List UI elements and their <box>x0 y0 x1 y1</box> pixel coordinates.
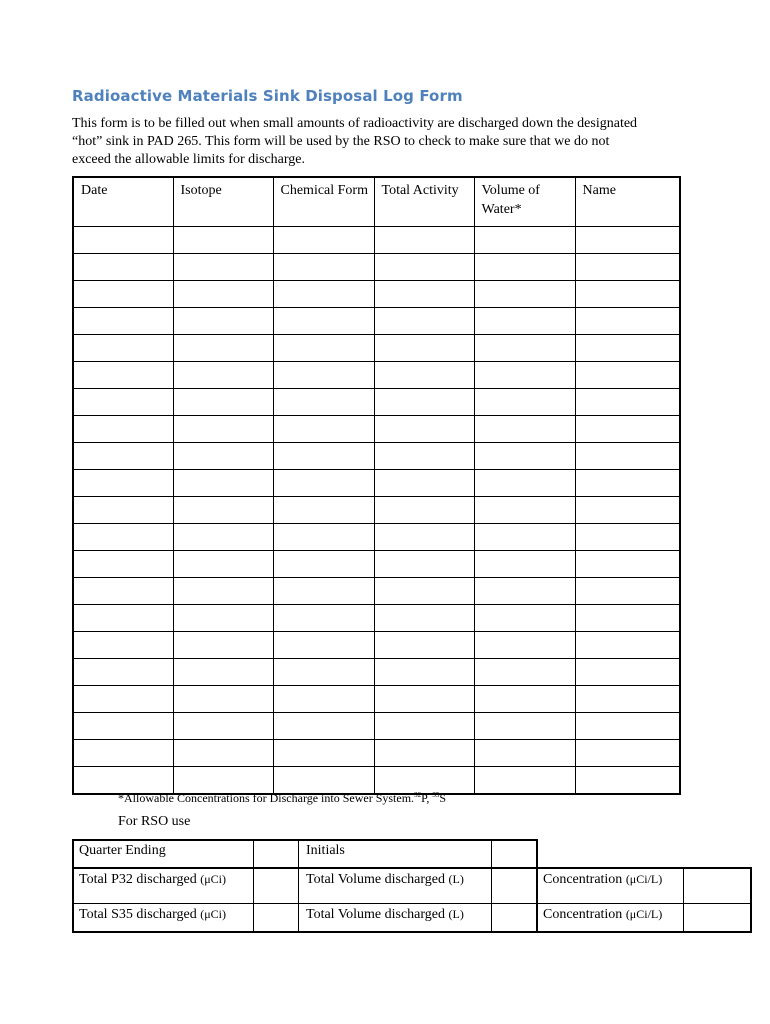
log-cell[interactable] <box>374 605 474 632</box>
volume-label-text: Total Volume discharged <box>306 907 446 922</box>
concentration-label-text: Concentration <box>543 872 623 887</box>
form-title: Radioactive Materials Sink Disposal Log Form <box>72 87 463 105</box>
concentration-label-text: Concentration <box>543 907 623 922</box>
log-cell[interactable] <box>73 227 173 254</box>
log-cell[interactable] <box>374 740 474 767</box>
log-cell[interactable] <box>474 497 575 524</box>
log-cell[interactable] <box>73 254 173 281</box>
log-cell[interactable] <box>173 416 273 443</box>
log-cell[interactable] <box>374 713 474 740</box>
log-cell[interactable] <box>575 686 680 713</box>
rso-line <box>253 839 254 933</box>
log-cell[interactable] <box>474 767 575 795</box>
volume-discharged-label-1 <box>306 872 464 888</box>
log-cell[interactable] <box>575 389 680 416</box>
log-cell[interactable] <box>474 281 575 308</box>
log-cell[interactable] <box>374 470 474 497</box>
log-cell[interactable] <box>173 740 273 767</box>
log-cell[interactable] <box>273 362 374 389</box>
initials-label: Initials <box>306 843 345 858</box>
log-cell[interactable] <box>575 578 680 605</box>
log-cell[interactable] <box>273 308 374 335</box>
rso-line <box>72 839 74 933</box>
log-cell[interactable] <box>575 659 680 686</box>
header-volume-of-water: Volume of Water* <box>474 177 575 227</box>
log-cell[interactable] <box>173 335 273 362</box>
footnote <box>118 791 446 806</box>
rso-line <box>683 867 684 933</box>
log-cell[interactable] <box>374 389 474 416</box>
volume-unit: (L) <box>448 907 464 921</box>
log-row <box>73 578 680 605</box>
log-cell[interactable] <box>575 497 680 524</box>
isotope-2-mass: 35 <box>432 791 440 799</box>
log-cell[interactable] <box>474 416 575 443</box>
intro-line-1: This form is to be filled out when small amounts of radioactivity are discharged down the designated <box>72 116 638 131</box>
volume-label-text: Total Volume discharged <box>306 872 446 887</box>
s35-label-text: Total S35 discharged <box>79 907 197 922</box>
quarter-ending-label: Quarter Ending <box>79 843 166 858</box>
log-cell[interactable] <box>173 254 273 281</box>
log-cell[interactable] <box>73 362 173 389</box>
intro-text <box>72 115 697 169</box>
log-cell[interactable] <box>374 551 474 578</box>
log-cell[interactable] <box>575 524 680 551</box>
log-cell[interactable] <box>73 551 173 578</box>
log-cell[interactable] <box>374 632 474 659</box>
concentration-unit: (μCi/L) <box>625 872 663 886</box>
log-cell[interactable] <box>73 470 173 497</box>
rso-line <box>491 839 492 933</box>
log-cell[interactable] <box>374 416 474 443</box>
log-cell[interactable] <box>374 497 474 524</box>
p32-label-text: Total P32 discharged <box>79 872 197 887</box>
p32-unit: (μCi) <box>200 872 227 886</box>
rso-line <box>750 867 752 933</box>
log-cell[interactable] <box>173 686 273 713</box>
header-total-activity: Total Activity <box>374 177 474 227</box>
rso-line <box>72 903 752 904</box>
rso-line <box>72 839 538 841</box>
log-row <box>73 767 680 795</box>
log-cell[interactable] <box>474 632 575 659</box>
log-cell[interactable] <box>474 308 575 335</box>
log-cell[interactable] <box>575 470 680 497</box>
log-cell[interactable] <box>73 632 173 659</box>
log-cell[interactable] <box>173 470 273 497</box>
log-header-row <box>73 177 680 227</box>
log-cell[interactable] <box>474 578 575 605</box>
log-cell[interactable] <box>273 254 374 281</box>
log-cell[interactable] <box>173 497 273 524</box>
log-row <box>73 605 680 632</box>
log-cell[interactable] <box>374 335 474 362</box>
log-cell[interactable] <box>73 497 173 524</box>
log-row <box>73 416 680 443</box>
log-cell[interactable] <box>73 578 173 605</box>
log-cell[interactable] <box>575 281 680 308</box>
log-cell[interactable] <box>73 443 173 470</box>
log-cell[interactable] <box>474 605 575 632</box>
log-cell[interactable] <box>173 632 273 659</box>
log-cell[interactable] <box>374 308 474 335</box>
log-row <box>73 551 680 578</box>
log-cell[interactable] <box>374 254 474 281</box>
log-cell[interactable] <box>273 686 374 713</box>
log-cell[interactable] <box>173 362 273 389</box>
log-cell[interactable] <box>273 713 374 740</box>
log-cell[interactable] <box>173 659 273 686</box>
log-cell[interactable] <box>73 524 173 551</box>
log-row <box>73 335 680 362</box>
footnote-text: *Allowable Concentrations for Discharge into Sewer System. <box>118 791 415 805</box>
log-cell[interactable] <box>474 740 575 767</box>
log-cell[interactable] <box>474 470 575 497</box>
log-row <box>73 524 680 551</box>
log-cell[interactable] <box>173 524 273 551</box>
log-row <box>73 443 680 470</box>
log-cell[interactable] <box>273 389 374 416</box>
log-cell[interactable] <box>173 281 273 308</box>
log-cell[interactable] <box>474 443 575 470</box>
log-cell[interactable] <box>474 254 575 281</box>
log-cell[interactable] <box>273 578 374 605</box>
log-cell[interactable] <box>575 551 680 578</box>
header-name: Name <box>575 177 680 227</box>
log-cell[interactable] <box>273 497 374 524</box>
log-cell[interactable] <box>474 227 575 254</box>
log-row <box>73 389 680 416</box>
log-cell[interactable] <box>173 308 273 335</box>
s35-unit: (μCi) <box>200 907 227 921</box>
log-row <box>73 281 680 308</box>
intro-line-2: “hot” sink in PAD 265. This form will be used by the RSO to check to make sure that we do not <box>72 134 610 149</box>
log-cell[interactable] <box>474 551 575 578</box>
log-cell[interactable] <box>273 443 374 470</box>
log-cell[interactable] <box>273 659 374 686</box>
log-cell[interactable] <box>73 416 173 443</box>
log-cell[interactable] <box>575 713 680 740</box>
log-cell[interactable] <box>173 578 273 605</box>
log-cell[interactable] <box>273 632 374 659</box>
log-cell[interactable] <box>575 632 680 659</box>
log-cell[interactable] <box>575 362 680 389</box>
log-row <box>73 740 680 767</box>
log-cell[interactable] <box>73 740 173 767</box>
log-row <box>73 497 680 524</box>
log-cell[interactable] <box>474 389 575 416</box>
rso-use-label: For RSO use <box>118 814 191 829</box>
rso-line <box>536 839 538 933</box>
log-cell[interactable] <box>173 227 273 254</box>
log-row <box>73 308 680 335</box>
concentration-label-2 <box>543 907 662 923</box>
log-cell[interactable] <box>173 443 273 470</box>
log-cell[interactable] <box>173 551 273 578</box>
log-cell[interactable] <box>575 767 680 795</box>
rso-line <box>72 931 752 933</box>
log-cell[interactable] <box>575 740 680 767</box>
log-cell[interactable] <box>374 281 474 308</box>
log-row <box>73 227 680 254</box>
log-cell[interactable] <box>273 416 374 443</box>
log-cell[interactable] <box>474 713 575 740</box>
log-cell[interactable] <box>73 605 173 632</box>
log-cell[interactable] <box>73 767 173 795</box>
log-cell[interactable] <box>273 281 374 308</box>
s35-discharged-label <box>79 907 226 923</box>
log-row <box>73 659 680 686</box>
log-cell[interactable] <box>474 362 575 389</box>
log-cell[interactable] <box>173 605 273 632</box>
log-cell[interactable] <box>273 524 374 551</box>
log-cell[interactable] <box>273 767 374 795</box>
isotope-2-symbol: S <box>439 791 447 805</box>
log-cell[interactable] <box>374 362 474 389</box>
log-cell[interactable] <box>73 389 173 416</box>
log-cell[interactable] <box>273 551 374 578</box>
log-cell[interactable] <box>474 659 575 686</box>
log-cell[interactable] <box>575 308 680 335</box>
log-cell[interactable] <box>374 686 474 713</box>
log-cell[interactable] <box>173 767 273 795</box>
log-row <box>73 362 680 389</box>
log-cell[interactable] <box>173 389 273 416</box>
concentration-label-1 <box>543 872 662 888</box>
log-cell[interactable] <box>73 335 173 362</box>
log-cell[interactable] <box>374 659 474 686</box>
log-row <box>73 470 680 497</box>
log-cell[interactable] <box>273 740 374 767</box>
log-cell[interactable] <box>374 443 474 470</box>
log-row <box>73 713 680 740</box>
log-cell[interactable] <box>374 578 474 605</box>
log-cell[interactable] <box>575 443 680 470</box>
rso-line <box>72 867 752 869</box>
intro-line-3: exceed the allowable limits for discharge. <box>72 152 305 167</box>
log-row <box>73 686 680 713</box>
log-cell[interactable] <box>374 524 474 551</box>
log-cell[interactable] <box>73 713 173 740</box>
log-cell[interactable] <box>73 308 173 335</box>
log-body <box>73 227 680 795</box>
volume-discharged-label-2 <box>306 907 464 923</box>
log-cell[interactable] <box>273 605 374 632</box>
header-isotope: Isotope <box>173 177 273 227</box>
log-cell[interactable] <box>474 524 575 551</box>
log-cell[interactable] <box>575 605 680 632</box>
log-cell[interactable] <box>374 227 474 254</box>
log-cell[interactable] <box>575 254 680 281</box>
rso-line <box>298 839 299 933</box>
log-cell[interactable] <box>273 335 374 362</box>
log-cell[interactable] <box>73 281 173 308</box>
log-cell[interactable] <box>575 227 680 254</box>
log-cell[interactable] <box>575 335 680 362</box>
header-chemical-form: Chemical Form <box>273 177 374 227</box>
concentration-unit: (μCi/L) <box>625 907 663 921</box>
log-row <box>73 632 680 659</box>
isotope-1-symbol: P, <box>421 791 433 805</box>
log-cell[interactable] <box>474 686 575 713</box>
log-cell[interactable] <box>173 713 273 740</box>
log-cell[interactable] <box>273 227 374 254</box>
p32-discharged-label <box>79 872 226 888</box>
log-cell[interactable] <box>73 659 173 686</box>
log-cell[interactable] <box>575 416 680 443</box>
isotope-1-mass: 32 <box>414 791 422 799</box>
log-cell[interactable] <box>474 335 575 362</box>
log-cell[interactable] <box>374 767 474 795</box>
log-cell[interactable] <box>273 470 374 497</box>
log-cell[interactable] <box>73 686 173 713</box>
disposal-log-table <box>72 176 681 795</box>
log-row <box>73 254 680 281</box>
volume-unit: (L) <box>448 872 464 886</box>
header-date: Date <box>73 177 173 227</box>
